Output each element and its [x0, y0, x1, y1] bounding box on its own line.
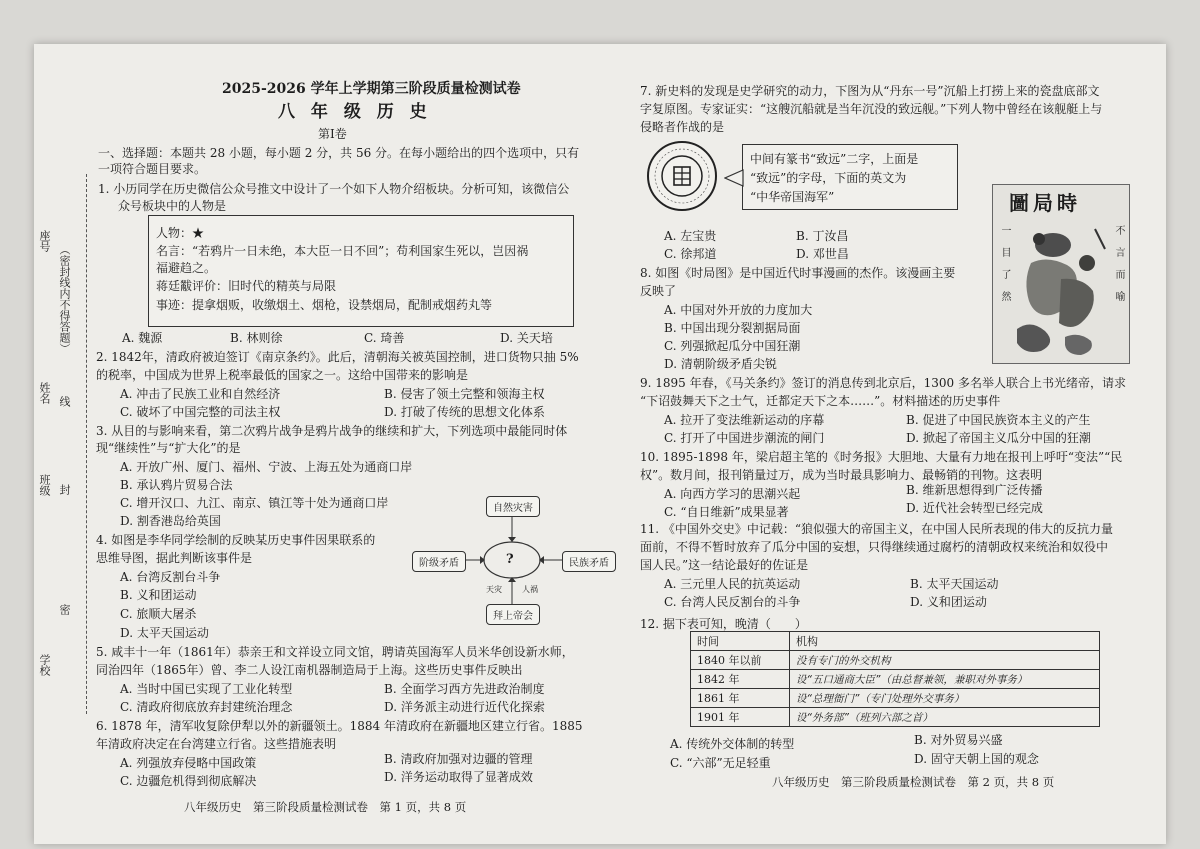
q12-cell-agency: 设“总理衙门”（专门处理外交事务） [790, 689, 1100, 708]
q1-box-line-5: 事迹：提拿烟贩，收缴烟土、烟枪，设禁烟局，配制戒烟药丸等 [156, 298, 493, 312]
q7-option-c[interactable]: C. 徐邦道 [664, 247, 717, 261]
q9-option-d[interactable]: D. 掀起了帝国主义瓜分中国的狂潮 [906, 431, 1091, 445]
q1-box-line-2: 名言：“若鸦片一日未绝，本大臣一日不回”；苟利国家生死以，岂因祸 [156, 244, 529, 258]
instructions-line-2: 一项符合题目要求。 [98, 162, 207, 176]
q11-option-a[interactable]: A. 三元里人民的抗英运动 [664, 577, 801, 591]
q4-node-bottom: 拜上帝会 [486, 604, 540, 625]
q12-header-time: 时间 [691, 632, 790, 651]
q2-option-b[interactable]: B. 侵害了领土完整和领海主权 [384, 387, 545, 401]
q8-cartoon-left-caption: 一目了然 [999, 225, 1010, 313]
q4-arrow-note-right: 人祸 [522, 585, 538, 594]
q2-option-a[interactable]: A. 冲击了民族工业和自然经济 [120, 387, 281, 401]
q1-box-line-1: 人物：★ [156, 226, 205, 240]
exam-title: 2025-2026 学年上学期第三阶段质量检测试卷 [222, 81, 521, 97]
q7-option-d[interactable]: D. 邓世昌 [796, 247, 849, 261]
q12-stem: 12. 据下表可知，晚清（ ） [640, 617, 807, 631]
footer-left: 八年级历史 第三阶段质量检测试卷 第 1 页，共 8 页 [184, 800, 467, 814]
q8-option-c[interactable]: C. 列强掀起瓜分中国狂潮 [664, 339, 801, 353]
q1-option-d[interactable]: D. 关天培 [500, 331, 553, 345]
q7-bubble-line-2: “致远”的字母，下面的英文为 [750, 171, 907, 185]
q7-bubble-line-1: 中间有篆书“致远”二字，上面是 [750, 152, 919, 166]
binding-line-char-3: 密 [58, 604, 71, 615]
q12-cell-time: 1901 年 [691, 708, 790, 727]
q4-node-right: 民族矛盾 [562, 551, 616, 572]
binding-name: 姓名 [38, 382, 51, 404]
q3-option-b[interactable]: B. 承认鸦片贸易合法 [120, 478, 233, 492]
q8-cartoon-drawing [1011, 219, 1111, 359]
q4-option-b[interactable]: B. 义和团运动 [120, 588, 197, 602]
q12-table-header [691, 632, 1100, 651]
q7-stem-3: 侵略者作战的是 [640, 120, 725, 134]
q12-cell-time: 1842 年 [691, 670, 790, 689]
q6-option-b[interactable]: B. 清政府加强对边疆的管理 [384, 752, 533, 766]
q8-option-d[interactable]: D. 清朝阶级矛盾尖锐 [664, 357, 777, 371]
q7-bubble-line-3: “中华帝国海军” [750, 190, 835, 204]
q12-option-a[interactable]: A. 传统外交体制的转型 [670, 737, 795, 751]
q3-option-a[interactable]: A. 开放广州、厦门、福州、宁波、上海五处为通商口岸 [120, 460, 413, 474]
q11-stem-2: 面前，不得不暂时放弃了瓜分中国的妄想，只得继续通过腐朽的清朝政权来统治和奴役中 [640, 540, 1109, 554]
q5-stem-2: 同治四年（1865年）曾、李二人设江南机器制造局于上海。这些历史事件反映出 [96, 663, 523, 677]
q10-stem-1: 10. 1895-1898 年，梁启超主笔的《时务报》大胆地、大量有力地在报刊上呼吁“变法”“民 [640, 450, 1123, 464]
q3-option-d[interactable]: D. 割香港岛给英国 [120, 514, 221, 528]
q12-cell-agency: 没有专门的外交机构 [790, 651, 1100, 670]
q8-cartoon-title: 圖局時 [1009, 191, 1081, 215]
q8-stem-2: 反映了 [640, 284, 677, 298]
q2-stem-1: 2. 1842年，清政府被迫签订《南京条约》。此后，清朝海关被英国控制，进口货物只抽 5% [96, 350, 579, 364]
binding-class: 班级 [38, 474, 51, 496]
q5-option-a[interactable]: A. 当时中国已实现了工业化转型 [120, 682, 293, 696]
q3-stem-2: 现“继续性”与“扩大化”的是 [96, 441, 241, 455]
q11-stem-1: 11. 《中国外交史》中记载：“狼似强大的帝国主义，在中国人民所表现的伟大的反抗力量 [640, 522, 1114, 536]
q5-option-d[interactable]: D. 洋务派主动进行近代化探索 [384, 700, 545, 714]
q4-node-center: ? [506, 552, 514, 567]
q4-option-d[interactable]: D. 太平天国运动 [120, 626, 209, 640]
q10-option-d[interactable]: D. 近代社会转型已经完成 [906, 501, 1043, 515]
q4-node-top: 自然灾害 [486, 496, 540, 517]
q10-option-c[interactable]: C. “自日维新”成果显著 [664, 505, 789, 519]
exam-sheet [34, 44, 1166, 844]
q12-option-c[interactable]: C. “六部”无足轻重 [670, 756, 771, 770]
q7-stem-2: 字复原图。专家证实：“这艘沉船就是当年沉没的致远舰。”下列人物中曾经在该舰艇上与 [640, 102, 1103, 116]
q4-cause-diagram [412, 492, 612, 628]
q10-option-b[interactable]: B. 维新思想得到广泛传播 [906, 483, 1043, 497]
q11-option-d[interactable]: D. 义和团运动 [910, 595, 987, 609]
q11-option-c[interactable]: C. 台湾人民反割台的斗争 [664, 595, 801, 609]
q7-porcelain-seal [646, 140, 718, 212]
q12-cell-agency: 设“外务部”（班列六部之首） [790, 708, 1100, 727]
q12-cell-time: 1840 年以前 [691, 651, 790, 670]
q9-option-a[interactable]: A. 拉开了变法维新运动的序幕 [664, 413, 825, 427]
q7-option-a[interactable]: A. 左宝贵 [664, 229, 717, 243]
q1-box-line-4: 蒋廷黻评价：旧时代的精英与局限 [156, 279, 337, 293]
instructions-line-1: 一、选择题：本题共 28 小题，每小题 2 分，共 56 分。在每小题给出的四个选项中，只有 [98, 146, 580, 160]
table-row [691, 689, 1100, 708]
q3-option-c[interactable]: C. 增开汉口、九江、南京、镇江等十处为通商口岸 [120, 496, 389, 510]
q4-arrow-note-left: 天灾 [486, 585, 502, 594]
q6-stem-2: 年清政府决定在台湾建立行省。这些措施表明 [96, 737, 337, 751]
footer-right: 八年级历史 第三阶段质量检测试卷 第 2 页，共 8 页 [772, 775, 1055, 789]
q9-option-b[interactable]: B. 促进了中国民族资本主义的产生 [906, 413, 1091, 427]
table-row [691, 708, 1100, 727]
q1-stem-2: 众号板块中的人物是 [118, 199, 227, 213]
q5-stem-1: 5. 咸丰十一年（1861年）恭亲王和文祥设立同文馆，聘请英国海军人员米华创设新水师， [96, 645, 574, 659]
q4-option-a[interactable]: A. 台湾反割台斗争 [120, 570, 221, 584]
q1-option-c[interactable]: C. 琦善 [364, 331, 405, 345]
q2-option-c[interactable]: C. 破坏了中国完整的司法主权 [120, 405, 281, 419]
q6-option-d[interactable]: D. 洋务运动取得了显著成效 [384, 770, 533, 784]
table-row [691, 670, 1100, 689]
binding-line [86, 174, 87, 714]
q1-option-b[interactable]: B. 林则徐 [230, 331, 283, 345]
q9-stem-1: 9. 1895 年春，《马关条约》签订的消息传到北京后，1300 多名举人联合上书光绪帝，请求 [640, 376, 1126, 390]
q8-option-b[interactable]: B. 中国出现分裂割据局面 [664, 321, 801, 335]
q4-stem-1: 4. 如图是李华同学绘制的反映某历史事件因果联系的 [96, 533, 376, 547]
q10-option-a[interactable]: A. 向西方学习的思潮兴起 [664, 487, 801, 501]
q12-table [690, 631, 1100, 727]
q1-stem-1: 1. 小历同学在历史微信公众号推文中设计了一个如下人物介绍板块。分析可知，该微信公 [98, 182, 570, 196]
exam-subject: 八 年 级 历 史 [278, 102, 432, 122]
q11-stem-3: 国人民。”这一结论最好的佐证是 [640, 558, 809, 572]
q8-stem-1: 8. 如图《时局图》是中国近代时事漫画的杰作。该漫画主要 [640, 266, 956, 280]
binding-line-char-2: 封 [58, 484, 71, 495]
q1-box-line-3: 福避趋之。 [156, 261, 217, 275]
q6-option-a[interactable]: A. 列强放弃侵略中国政策 [120, 756, 257, 770]
q8-cartoon-right-caption: 不言而喻 [1113, 225, 1124, 313]
q10-stem-2: 权”。数月间，报刊销量过万，成为当时最具影响力、最畅销的刊物。这表明 [640, 468, 1043, 482]
exam-part: 第Ⅰ卷 [318, 127, 347, 141]
q7-bubble-pointer [724, 168, 744, 188]
q4-node-left: 阶级矛盾 [412, 551, 466, 572]
q6-option-c[interactable]: C. 边疆危机得到彻底解决 [120, 774, 257, 788]
q2-option-d[interactable]: D. 打破了传统的思想文化体系 [384, 405, 545, 419]
q11-option-b[interactable]: B. 太平天国运动 [910, 577, 999, 591]
q7-option-b[interactable]: B. 丁汝昌 [796, 229, 849, 243]
binding-note: （密封线内不得答题） [58, 244, 71, 354]
q8-cartoon [992, 184, 1130, 364]
q1-option-a[interactable]: A. 魏源 [122, 331, 163, 345]
q5-option-c[interactable]: C. 清政府彻底放弃封建统治理念 [120, 700, 293, 714]
table-row [691, 651, 1100, 670]
q9-stem-2: “下诏鼓舞天下之士气，迁都定天下之本……”。材料描述的历史事件 [640, 394, 1001, 408]
q2-stem-2: 的税率，中国成为世界上税率最低的国家之一。这给中国带来的影响是 [96, 368, 469, 382]
q7-seal-graphic [646, 140, 718, 212]
q12-cell-time: 1861 年 [691, 689, 790, 708]
binding-school: 学校 [38, 654, 51, 676]
q4-option-c[interactable]: C. 旅顺大屠杀 [120, 607, 197, 621]
q12-header-agency: 机构 [790, 632, 1100, 651]
q8-option-a[interactable]: A. 中国对外开放的力度加大 [664, 303, 813, 317]
binding-seat: 座号 [38, 230, 51, 252]
q12-cell-agency: 设“五口通商大臣”（由总督兼领，兼职对外事务） [790, 670, 1100, 689]
q3-stem-1: 3. 从目的与影响来看，第二次鸦片战争是鸦片战争的继续和扩大，下列选项中最能同时体 [96, 424, 568, 438]
q12-option-d[interactable]: D. 固守天朝上国的观念 [914, 752, 1039, 766]
q4-stem-2: 思维导图，据此判断该事件是 [96, 551, 253, 565]
q7-stem-1: 7. 新史料的发现是史学研究的动力，下图为从“丹东一号”沉船上打捞上来的瓷盘底部文 [640, 84, 1100, 98]
binding-line-char-1: 线 [58, 396, 71, 407]
q9-option-c[interactable]: C. 打开了中国进步潮流的闸门 [664, 431, 825, 445]
q5-option-b[interactable]: B. 全面学习西方先进政治制度 [384, 682, 545, 696]
q12-option-b[interactable]: B. 对外贸易兴盛 [914, 733, 1003, 747]
q6-stem-1: 6. 1878 年，清军收复除伊犁以外的新疆领土。1884 年清政府在新疆地区建立行省。1885 [96, 719, 583, 733]
